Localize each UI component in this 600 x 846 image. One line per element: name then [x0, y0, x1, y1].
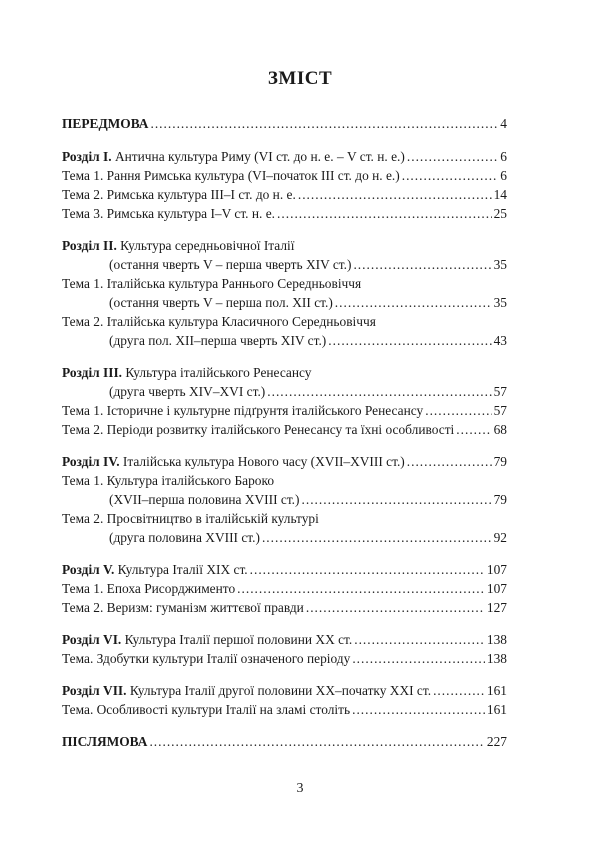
- section-prefix: Розділ IV.: [62, 454, 120, 469]
- dot-leader: [149, 734, 484, 750]
- section-prefix: Розділ VII.: [62, 683, 127, 698]
- dot-leader: [267, 384, 491, 400]
- topic-title: Тема 1. Рання Римська культура (VI–початок III ст. до н. е.): [62, 168, 400, 183]
- toc-topic-entry: [62, 403, 507, 422]
- toc-entry-page: 4: [500, 116, 507, 131]
- section-title: Антична культура Риму (VI ст. до н. е. – V ст. н. е.): [111, 149, 405, 164]
- dot-leader: [407, 149, 498, 165]
- topic-title: Тема. Особливості культури Італії на зламі століть: [62, 702, 351, 717]
- toc-topic-entry: [62, 581, 507, 600]
- toc-entry-afterword: [62, 734, 507, 753]
- toc-section: [62, 632, 507, 670]
- toc-topic-entry: [62, 333, 507, 352]
- section-title: Культура середньовічної Італії: [116, 238, 295, 253]
- toc-section: [62, 365, 507, 441]
- toc-preface: [62, 116, 507, 135]
- toc-topic-entry: [62, 206, 507, 225]
- dot-leader: [354, 632, 485, 648]
- topic-title: (друга половина XVIII ст.): [109, 530, 260, 545]
- topic-title: Тема 2. Італійська культура Класичного Середньовіччя: [62, 314, 376, 329]
- dot-leader: [250, 562, 485, 578]
- topic-title: Тема 3. Римська культура I–V ст. н. е.: [62, 206, 276, 221]
- toc-section-heading: [62, 562, 507, 581]
- toc-topic-entry: [62, 511, 507, 530]
- toc-topic-entry: [62, 702, 507, 721]
- page-title: ЗМІСТ: [267, 68, 333, 89]
- toc-afterword: [62, 734, 507, 753]
- dot-leader: [425, 403, 491, 419]
- toc-entry-page: 227: [486, 734, 507, 749]
- dot-leader: [306, 600, 485, 616]
- section-title: Італійська культура Нового часу (XVII–XVIII ст.): [119, 454, 405, 469]
- dot-leader: [407, 454, 492, 470]
- toc-topic-entry: [62, 168, 507, 187]
- topic-title: Тема 1. Історичне і культурне підґрунтя італійського Ренесансу: [62, 403, 424, 418]
- dot-leader: [328, 333, 491, 349]
- toc-section-heading: [62, 238, 507, 257]
- dot-leader: [302, 492, 492, 508]
- toc-topic-entry: [62, 295, 507, 314]
- toc-section: [62, 149, 507, 225]
- toc-entry-page: 92: [493, 530, 507, 545]
- toc-entry-page: 79: [493, 492, 507, 507]
- toc-section-heading-cont: [62, 257, 507, 276]
- toc-entry-label: ПІСЛЯМОВА: [62, 734, 148, 749]
- dot-leader: [352, 702, 485, 718]
- section-title: Культура італійського Ренесансу: [122, 365, 312, 380]
- table-of-contents: [62, 116, 507, 766]
- toc-section: [62, 454, 507, 549]
- toc-entry-page: 6: [500, 149, 507, 164]
- toc-topic-entry: [62, 314, 507, 333]
- dot-leader: [456, 422, 491, 438]
- toc-entry-page: 35: [493, 295, 507, 310]
- topic-title: Тема 2. Римська культура III–I ст. до н. е.: [62, 187, 296, 202]
- toc-entry-page: 57: [493, 403, 507, 418]
- toc-entry-page: 138: [486, 632, 507, 647]
- dot-leader: [237, 581, 485, 597]
- topic-title: Тема 1. Італійська культура Раннього Середньовіччя: [62, 276, 362, 291]
- topic-title: Тема 1. Культура італійського Бароко: [62, 473, 275, 488]
- dot-leader: [335, 295, 492, 311]
- toc-section-heading: [62, 365, 507, 384]
- topic-title: Тема. Здобутки культури Італії означеного періоду: [62, 651, 351, 666]
- toc-section: [62, 238, 507, 352]
- toc-entry-page: 43: [493, 333, 507, 348]
- toc-topic-entry: [62, 187, 507, 206]
- toc-entry-page: 6: [500, 168, 507, 183]
- toc-section-heading-cont: [62, 384, 507, 403]
- section-prefix: Розділ V.: [62, 562, 115, 577]
- toc-section-heading: [62, 632, 507, 651]
- toc-entry-page: 127: [486, 600, 507, 615]
- dot-leader: [298, 187, 492, 203]
- topic-title: Тема 2. Періоди розвитку італійського Ренесансу та їхні особливості: [62, 422, 455, 437]
- toc-section-heading: [62, 149, 507, 168]
- toc-section: [62, 562, 507, 619]
- toc-topic-entry: [62, 530, 507, 549]
- toc-topic-entry: [62, 422, 507, 441]
- toc-section-heading: [62, 683, 507, 702]
- toc-topic-entry: [62, 473, 507, 492]
- topic-title: Тема 1. Епоха Рисорджименто: [62, 581, 236, 596]
- section-title: Культура Італії першої половини XX ст.: [121, 632, 353, 647]
- toc-entry-page: 14: [493, 187, 507, 202]
- toc-topic-entry: [62, 600, 507, 619]
- toc-entry-preface: [62, 116, 507, 135]
- section-prefix: Розділ I.: [62, 149, 112, 164]
- dot-leader: [352, 651, 485, 667]
- toc-topic-entry: [62, 492, 507, 511]
- topic-title: (друга пол. XII–перша чверть XIV ст.): [109, 333, 327, 348]
- toc-section-heading: [62, 454, 507, 473]
- dot-leader: [433, 683, 485, 699]
- topic-title: (XVII–перша половина XVIII ст.): [109, 492, 300, 507]
- toc-topic-entry: [62, 276, 507, 295]
- toc-entry-page: 79: [493, 454, 507, 469]
- dot-leader: [150, 116, 498, 132]
- toc-section: [62, 683, 507, 721]
- toc-topic-entry: [62, 651, 507, 670]
- dot-leader: [277, 206, 492, 222]
- toc-entry-page: 161: [486, 683, 507, 698]
- toc-entry-page: 35: [493, 257, 507, 272]
- toc-entry-label: ПЕРЕДМОВА: [62, 116, 149, 131]
- section-prefix: Розділ II.: [62, 238, 117, 253]
- section-title-cont: (друга чверть XIV–XVI ст.): [109, 384, 266, 399]
- toc-entry-page: 107: [486, 562, 507, 577]
- toc-entry-page: 161: [486, 702, 507, 717]
- page-number: 3: [296, 781, 304, 796]
- topic-title: Тема 2. Просвітництво в італійській культурі: [62, 511, 319, 526]
- dot-leader: [262, 530, 492, 546]
- section-prefix: Розділ III.: [62, 365, 123, 380]
- topic-title: Тема 2. Веризм: гуманізм життєвої правди: [62, 600, 304, 615]
- section-title-cont: (остання чверть V – перша чверть XIV ст.): [109, 257, 352, 272]
- toc-entry-page: 138: [486, 651, 507, 666]
- section-title: Культура Італії другої половини XX–початку XXI ст.: [126, 683, 432, 698]
- toc-entry-page: 68: [493, 422, 507, 437]
- section-prefix: Розділ VI.: [62, 632, 122, 647]
- dot-leader: [353, 257, 491, 273]
- toc-entry-page: 57: [493, 384, 507, 399]
- section-title: Культура Італії XIX ст.: [114, 562, 248, 577]
- toc-entry-page: 107: [486, 581, 507, 596]
- dot-leader: [402, 168, 499, 184]
- toc-entry-page: 25: [493, 206, 507, 221]
- topic-title: (остання чверть V – перша пол. XII ст.): [109, 295, 333, 310]
